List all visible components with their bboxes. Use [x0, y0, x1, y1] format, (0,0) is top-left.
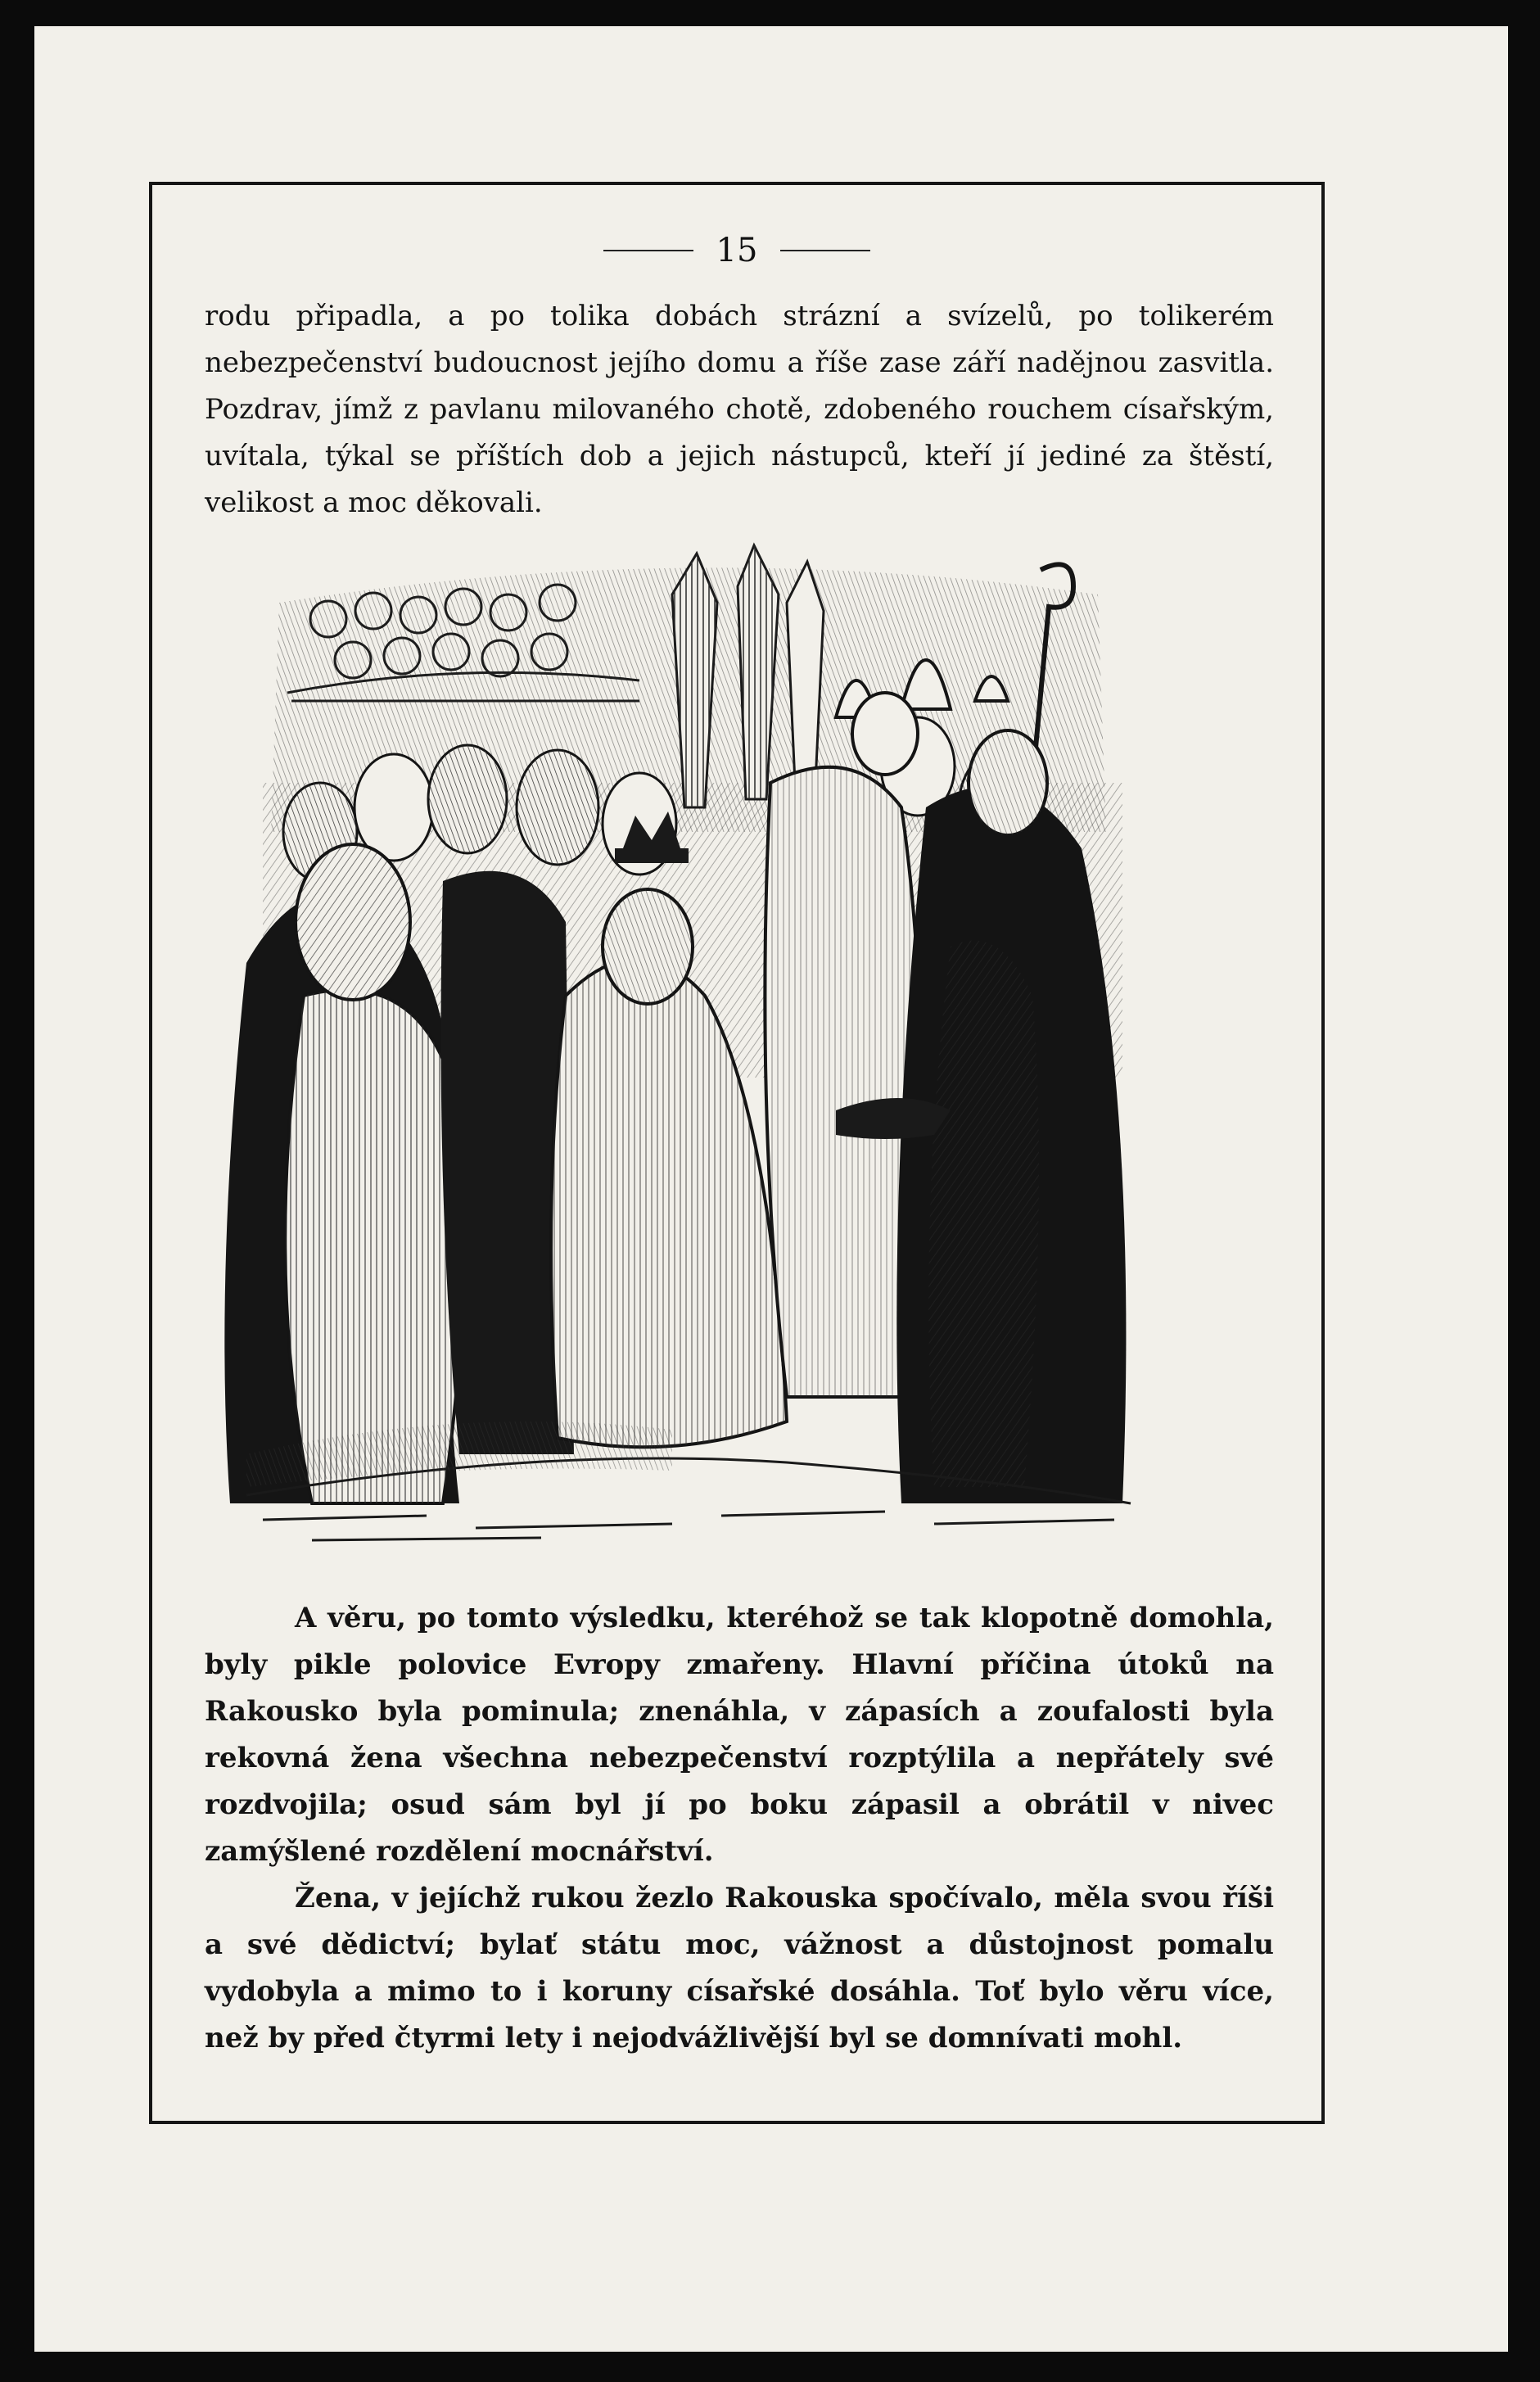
page-frame	[149, 182, 1325, 2124]
engraving-illustration	[214, 537, 1163, 1553]
page-number: 15	[716, 232, 758, 269]
page-header	[152, 230, 1321, 271]
top-text	[205, 293, 1274, 527]
paragraph-bottom-1: A věru, po tomto výsledku, kteréhož se tak klopotně domohla, byly pikle polovice Evropy zmařeny. Hlavní příčina útoků na Rakousko byla pominula; znenáhla, v zápasích a zoufalosti byla rekovná žena všechna nebezpečenství rozptýlila a nepřátely své rozdvojila; osud sám byl jí po boku zápasil a obrátil v nivec zamýšlené rozdělení mocnářství.	[205, 1602, 1274, 1868]
header-rule-right	[780, 250, 870, 251]
header-rule-left	[603, 250, 693, 251]
engraving-coronation-scene	[214, 537, 1163, 1553]
paragraph-bottom-2: Žena, v jejíchž rukou žezlo Rakouska spočívalo, měla svou říši a své dědictví; bylať státu moc, vážnost a důstojnost pomalu vydobyla a mimo to i koruny císařské dosáhla. Toť bylo věru více, než by před čtyrmi lety i nejodvážlivější byl se domnívati mohl.	[205, 1882, 1274, 2054]
paragraph-top-1: rodu připadla, a po tolika dobách strázní a svízelů, po tolikerém nebezpečenství budoucnost jejího domu a říše zase září nadějnou zasvitla. Pozdrav, jímž z pavlanu milovaného chotě, zdobeného rouchem císařským, uvítala, týkal se příštích dob a jejich nástupců, kteří jí jediné za štěstí, velikost a moc děkovali.	[205, 300, 1274, 519]
bottom-text	[205, 1595, 1274, 2062]
book-page	[34, 26, 1508, 2352]
